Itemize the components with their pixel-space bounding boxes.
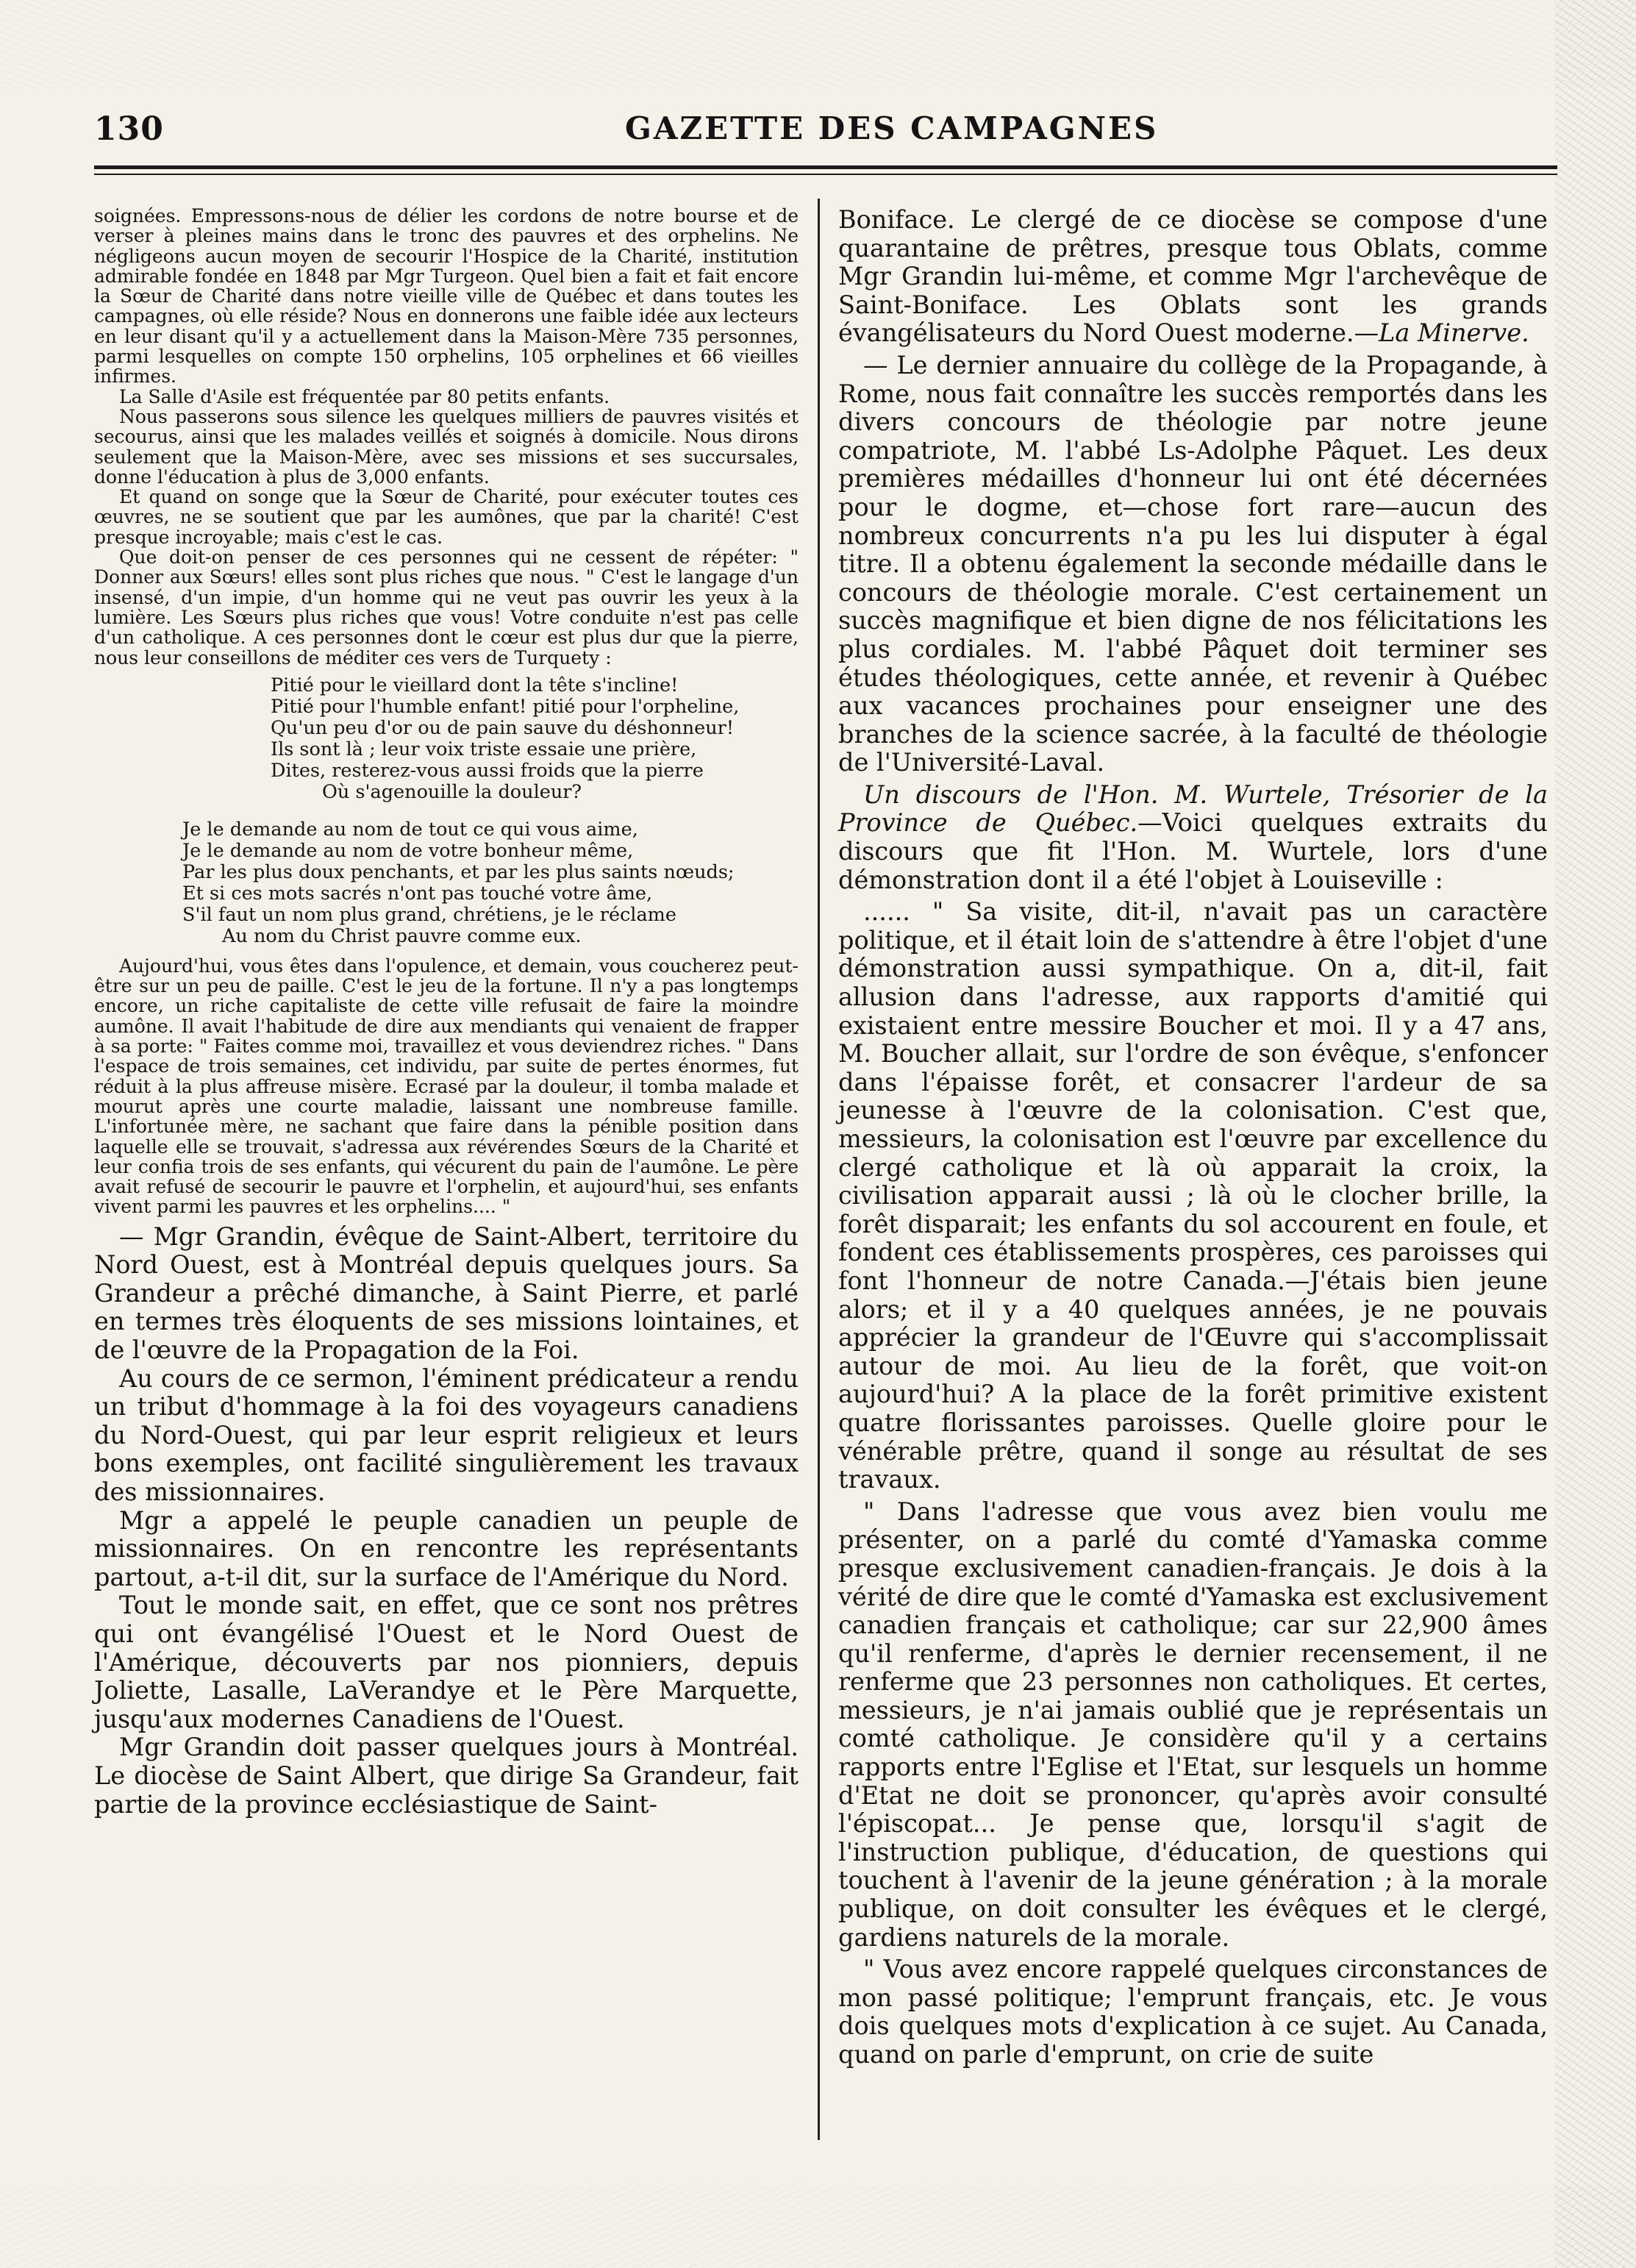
header-rule-thin xyxy=(94,174,1557,175)
scan-noise-right xyxy=(1555,0,1636,2268)
paragraph: Que doit-on penser de ces personnes qui ne cessent de répéter: " Donner aux Sœurs! elles sont plus riches que nous. " C'est le langage d'un insensé, d'un impie, d'un homme qui ne veut pas ouvrir les yeux à la lumière. Les Sœurs plus riches que vous! Votre conduite n'est pas celle d'un catholique. A ces personnes dont le cœur est plus dur que la pierre, nous leur conseillons de méditer ces vers de Turquety : xyxy=(94,546,799,668)
source-credit: La Minerve. xyxy=(1379,318,1529,348)
poem-line: Au nom du Christ pauvre comme eux. xyxy=(222,924,582,947)
poem-line: S'il faut un nom plus grand, chrétiens, je le réclame xyxy=(182,903,676,926)
paragraph: " Dans l'adresse que vous avez bien voulu me présenter, on a parlé du comté d'Yamaska comme presque exclusivement canadien-français. Je dois à la vérité de dire que le comté d'Yamaska est exclusivement canadien français et catholique; car sur 22,900 âmes qu'il renferme, d'après le dernier recensement, il ne renferme que 23 personnes non catholiques. Et certes, messieurs, je n'ai jamais oublié que je représentais un comté catholique. Je considère qu'il y a certains rapports entre l'Eglise et l'Etat, sur lesquels un homme d'Etat ne doit se prononcer, qu'après avoir consulté l'épiscopat... Je pense que, lorsqu'il s'agit de l'instruction publique, d'éducation, de questions qui touchent à l'avenir de la jeune génération ; à la morale publique, on doit consulter les évêques et le clergé, gardiens naturels de la morale. xyxy=(838,1497,1548,1952)
poem-line: Je le demande au nom de tout ce qui vous aime, xyxy=(182,818,638,841)
paragraph: ...... " Sa visite, dit-il, n'avait pas un caractère politique, et il était loin de s'attendre à être l'objet d'une démonstration aussi sympathique. On a, dit-il, fait allusion dans l'adresse, aux rapports d'amitié qui existaient entre messire Boucher et moi. Il y a 47 ans, M. Boucher allait, sur l'ordre de son évêque, s'enfoncer dans l'épaisse forêt, et consacrer l'ardeur de sa jeunesse à l'œuvre de la colonisation. C'est que, messieurs, la colonisation est l'œuvre par excellence du clergé catholique et là où apparait la croix, la civilisation apparait aussi ; là où le clocher brille, la forêt disparait; les enfants du sol accourent en foule, et fondent ces établissements prospères, ces paroisses qui font l'honneur de notre Canada.—J'étais bien jeune alors; et il y a 40 quelques années, je ne pouvais apprécier la grandeur de l'Œuvre qui s'accomplissait autour de moi. Au lieu de la forêt, que voit-on aujourd'hui? A la place de la forêt primitive existent quatre florissantes paroisses. Quelle gloire pour le vénérable prêtre, quand il songe au résultat de ses travaux. xyxy=(838,897,1548,1494)
running-title: GAZETTE DES CAMPAGNES xyxy=(625,110,1159,146)
poem-line: Je le demande au nom de votre bonheur même, xyxy=(182,839,634,862)
paragraph: — Mgr Grandin, évêque de Saint-Albert, territoire du Nord Ouest, est à Montréal depuis quelques jours. Sa Grandeur a prêché dimanche, à Saint Pierre, et parlé en termes très éloquents de ses missions lointaines, et de l'œuvre de la Propagation de la Foi. xyxy=(94,1222,799,1365)
poem-line: Ils sont là ; leur voix triste essaie une prière, xyxy=(271,738,697,760)
poem-stanza-1 xyxy=(271,675,799,803)
paragraph xyxy=(838,781,1548,894)
paragraph-text: Boniface. Le clergé de ce diocèse se compose d'une quarantaine de prêtres, presque tous Oblats, comme Mgr Grandin lui-même, et comme Mgr l'archevêque de Saint-Boniface. Les Oblats sont les grands évangélisateurs du Nord Ouest moderne.— xyxy=(838,205,1548,348)
poem-line: Pitié pour l'humble enfant! pitié pour l'orpheline, xyxy=(271,695,740,718)
paragraph: Mgr a appelé le peuple canadien un peuple de missionnaires. On en rencontre les représentants partout, a-t-il dit, sur la surface de l'Amérique du Nord. xyxy=(94,1505,799,1591)
paragraph: Aujourd'hui, vous êtes dans l'opulence, et demain, vous coucherez peut-être sur un peu de paille. C'est le jeu de la fortune. Il n'y a pas longtemps encore, un riche capitaliste de cette ville refusait de faire la moindre aumône. Il avait l'habitude de dire aux mendiants qui venaient de frapper à sa porte: " Faites comme moi, travaillez et vous deviendrez riches. " Dans l'espace de trois semaines, cet individu, par suite de pertes énormes, fut réduit à la plus affreuse misère. Ecrasé par la douleur, il tomba malade et mourut après une courte maladie, laissant une nombreuse famille. L'infortunée mère, ne sachant que faire dans la pénible position dans laquelle elle se trouvait, s'adressa aux révérendes Sœurs de la Charité et leur confia trois de ses enfants, qui vécurent du pain de l'aumône. Le père avait refusé de secourir le pauvre et l'orphelin, et aujourd'hui, ses enfants vivent parmi les pauvres et les orphelins.... " xyxy=(94,955,799,1218)
paragraph-text: —Voici quelques extraits du discours que fit l'Hon. M. Wurtele, lors d'une démonstration dont il a été l'objet à Louiseville : xyxy=(838,808,1548,894)
paragraph: Et quand on songe que la Sœur de Charité, pour exécuter toutes ces œuvres, ne se soutient que par les aumônes, que par la charité! C'est presque incroyable; mais c'est le cas. xyxy=(94,486,799,548)
paragraph: soignées. Empressons-nous de délier les cordons de notre bourse et de verser à pleines mains dans le tronc des pauvres et des orphelins. Ne négligeons aucun moyen de secourir l'Hospice de la Charité, institution admirable fondée en 1848 par Mgr Turgeon. Quel bien a fait et fait encore la Sœur de Charité dans notre vieille ville de Québec et dans toutes les campagnes, où elle réside? Nous en donnerons une faible idée aux lecteurs en leur disant qu'il y a actuellement dans la Maison-Mère 735 personnes, parmi lesquelles on compte 150 orphelins, 105 orphelines et 66 vieilles infirmes. xyxy=(94,205,799,388)
right-column xyxy=(838,206,1548,2073)
poem-line: Et si ces mots sacrés n'ont pas touché votre âme, xyxy=(182,882,653,905)
article-title: Un discours de l'Hon. M. Wurtele, Trésorier de la Province de Québec. xyxy=(838,780,1548,838)
poem-line: Où s'agenouille la douleur? xyxy=(322,780,582,803)
poem-line: Qu'un peu d'or ou de pain sauve du déshonneur! xyxy=(271,716,735,739)
paragraph: " Vous avez encore rappelé quelques circonstances de mon passé politique; l'emprunt français, etc. Je vous dois quelques mots d'explication à ce sujet. Au Canada, quand on parle d'emprunt, on crie de suite xyxy=(838,1955,1548,2069)
paragraph: Tout le monde sait, en effet, que ce sont nos prêtres qui ont évangélisé l'Ouest et le Nord Ouest de l'Amérique, découverts par nos pionniers, depuis Joliette, Lasalle, LaVerandye et le Père Marquette, jusqu'aux modernes Canadiens de l'Ouest. xyxy=(94,1591,799,1733)
scan-noise-bottom xyxy=(0,2187,1636,2268)
paragraph: Nous passerons sous silence les quelques milliers de pauvres visités et secourus, ainsi que les malades veillés et soignés à domicile. Nous dirons seulement que la Maison-Mère, avec ses missions et ses succursales, donne l'éducation à plus de 3,000 enfants. xyxy=(94,405,799,488)
poem-line: Dites, resterez-vous aussi froids que la pierre xyxy=(271,759,704,782)
poem-line: Par les plus doux penchants, et par les plus saints nœuds; xyxy=(182,860,735,883)
paragraph: La Salle d'Asile est fréquentée par 80 petits enfants. xyxy=(119,385,610,407)
paragraph: Au cours de ce sermon, l'éminent prédicateur a rendu un tribut d'hommage à la foi des voyageurs canadiens du Nord-Ouest, qui par leur esprit religieux et leurs bons exemples, ont facilité singulièrement les travaux des missionnaires. xyxy=(94,1363,799,1507)
page-number: 130 xyxy=(94,110,164,148)
poem-stanza-2 xyxy=(182,819,799,947)
column-divider xyxy=(818,199,820,2140)
poem xyxy=(94,675,799,947)
left-column xyxy=(94,206,799,1819)
poem-line: Pitié pour le vieillard dont la tête s'incline! xyxy=(271,674,679,696)
paragraph: Mgr Grandin doit passer quelques jours à Montréal. Le diocèse de Saint Albert, que dirige Sa Grandeur, fait partie de la province ecclésiastique de Saint- xyxy=(94,1733,799,1819)
paragraph xyxy=(838,206,1548,348)
paragraph: — Le dernier annuaire du collège de la Propagande, à Rome, nous fait connaître les succès remportés dans les divers concours de théologie par notre jeune compatriote, M. l'abbé Ls-Adolphe Pâquet. Les deux premières médailles d'honneur lui ont été décernées pour le dogme, et—chose fort rare—aucun des nombreux concurrents n'a pu les lui disputer à égal titre. Il a obtenu également la seconde médaille dans le concours de théologie morale. C'est certainement un succès magnifique et bien digne de nos félicitations les plus cordiales. M. l'abbé Pâquet doit terminer ses études théologiques, cette année, et revenir à Québec aux vacances prochaines pour enseigner une des branches de la science sacrée, à la faculté de théologie de l'Université-Laval. xyxy=(838,350,1548,777)
header-rule-thick xyxy=(94,165,1557,169)
scan-noise-top xyxy=(0,0,1636,88)
